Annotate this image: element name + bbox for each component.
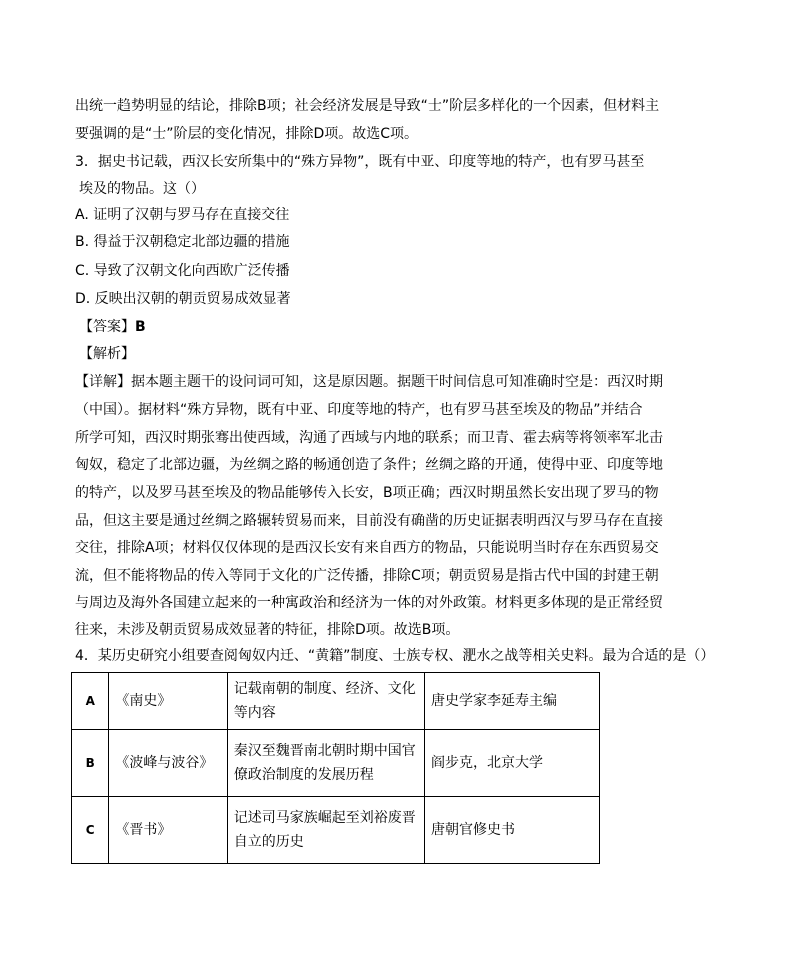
q3-detail-line: （中国）。据材料“殊方异物，既有中亚、印度等地的特产，也有罗马甚至埃及的物品”并结合 <box>75 402 643 418</box>
option-letter: C <box>72 797 109 864</box>
q3-detail-line: 流，但不能将物品的传入等同于文化的广泛传播，排除C项；朝贡贸易是指古代中国的封建王朝 <box>75 568 659 584</box>
q3-detail-line: 匈奴，稳定了北部边疆，为丝绸之路的畅通创造了条件；丝绸之路的开通，使得中亚、印度等地 <box>75 457 663 473</box>
q3-answer <box>79 317 146 337</box>
book-source: 阎步克，北京大学 <box>425 730 600 797</box>
option-letter: B <box>72 730 109 797</box>
book-source: 唐朝官修史书 <box>425 797 600 864</box>
book-source: 唐史学家李延寿主编 <box>425 673 600 730</box>
book-description: 记载南朝的制度、经济、文化等内容 <box>227 673 424 730</box>
q3-option-d: D. 反映出汉朝的朝贡贸易成效显著 <box>75 291 291 307</box>
q3-detail-line: 的特产，以及罗马甚至埃及的物品能够传入长安，B项正确；西汉时期虽然长安出现了罗马的物 <box>75 485 659 501</box>
paragraph-line: 要强调的是“士”阶层的变化情况，排除D项。故选C项。 <box>75 126 419 142</box>
q3-detail-line: 往来，未涉及朝贡贸易成效显著的特征，排除D项。故选B项。 <box>75 622 460 638</box>
q3-analysis-label: 【解析】 <box>79 346 135 362</box>
answer-label: 【答案】 <box>79 319 135 335</box>
answer-value: B <box>135 319 146 335</box>
q4-stem: 4．某历史研究小组要查阅匈奴内迁、“黄籍”制度、士族专权、淝水之战等相关史料。最为合适的是（） <box>75 648 715 664</box>
q3-stem-line2: 埃及的物品。这（） <box>79 181 205 197</box>
q3-option-c: C. 导致了汉朝文化向西欧广泛传播 <box>75 263 290 279</box>
q3-detail-line: 与周边及海外各国建立起来的一种寓政治和经济为一体的对外政策。材料更多体现的是正常经贸 <box>75 595 663 611</box>
q3-option-b: B. 得益于汉朝稳定北部边疆的措施 <box>75 234 290 250</box>
q3-detail-line: 【详解】据本题主题干的设问词可知，这是原因题。据题干时间信息可知准确时空是：西汉时期 <box>75 374 663 390</box>
table-row <box>72 673 600 730</box>
book-title: 《波峰与波谷》 <box>109 730 227 797</box>
q3-option-a: A. 证明了汉朝与罗马存在直接交往 <box>75 207 290 223</box>
book-title: 《南史》 <box>109 673 227 730</box>
option-letter: A <box>72 673 109 730</box>
q3-detail-line: 交往，排除A项；材料仅仅体现的是西汉长安有来自西方的物品，只能说明当时存在东西贸易交 <box>75 540 659 556</box>
book-description: 记述司马家族崛起至刘裕废晋自立的历史 <box>227 797 424 864</box>
table-row <box>72 730 600 797</box>
q3-stem-line1: 3．据史书记载，西汉长安所集中的“殊方异物”，既有中亚、印度等地的特产，也有罗马甚至 <box>75 154 645 170</box>
table-row <box>72 797 600 864</box>
book-description: 秦汉至魏晋南北朝时期中国官僚政治制度的发展历程 <box>227 730 424 797</box>
q4-options-table <box>71 672 600 864</box>
q3-detail-line: 所学可知，西汉时期张骞出使西域，沟通了西域与内地的联系；而卫青、霍去病等将领率军北击 <box>75 430 663 446</box>
book-title: 《晋书》 <box>109 797 227 864</box>
paragraph-line: 出统一趋势明显的结论，排除B项；社会经济发展是导致“士”阶层多样化的一个因素，但材料主 <box>75 98 660 114</box>
q3-detail-line: 品，但这主要是通过丝绸之路辗转贸易而来，目前没有确凿的历史证据表明西汉与罗马存在直接 <box>75 513 663 529</box>
